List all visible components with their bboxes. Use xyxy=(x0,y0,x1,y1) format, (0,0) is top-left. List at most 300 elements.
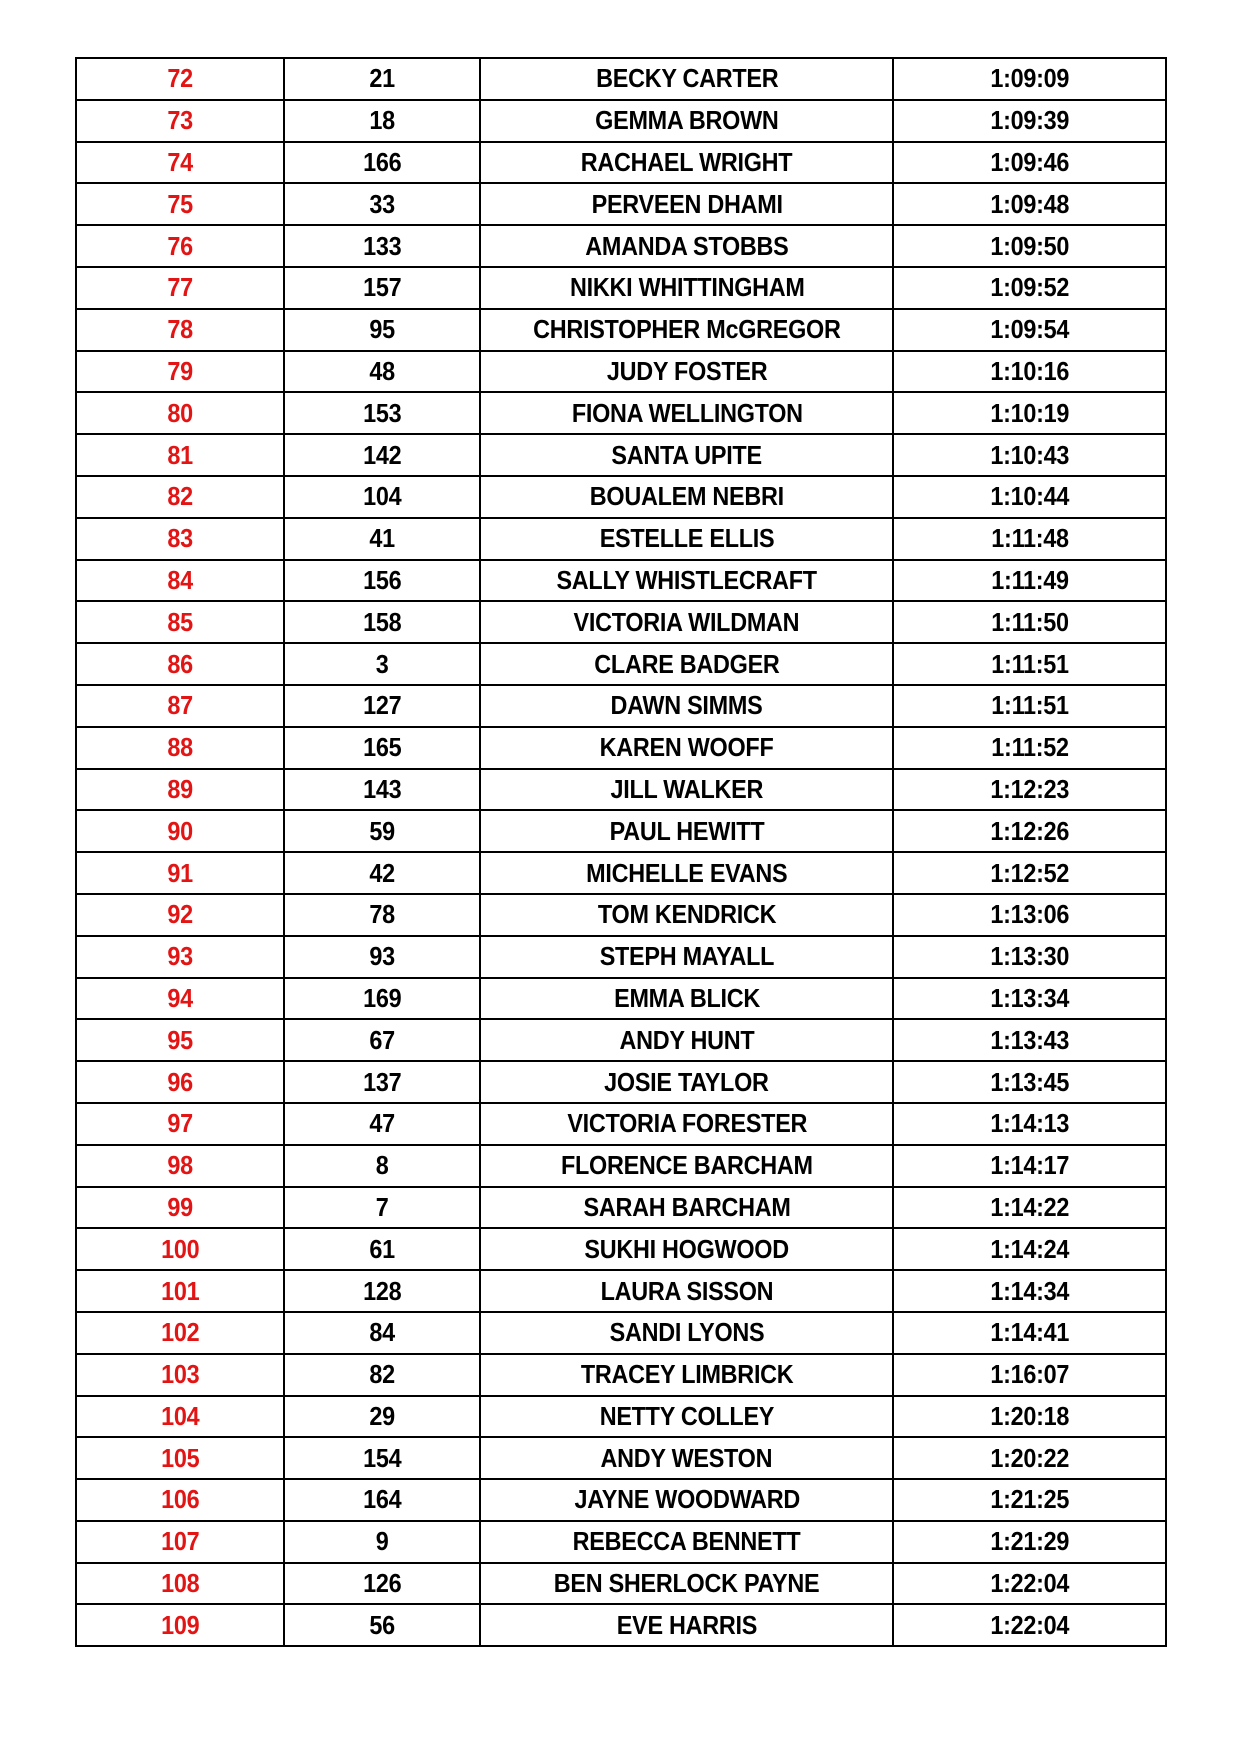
finish-time-value: 1:14:22 xyxy=(990,1191,1070,1222)
runner-name-cell xyxy=(480,727,893,769)
position-value: 89 xyxy=(167,773,193,804)
finish-time-cell xyxy=(893,1270,1166,1312)
runner-name-cell xyxy=(480,560,893,602)
position-cell xyxy=(76,1521,284,1563)
bib-number-cell xyxy=(284,142,481,184)
finish-time-value: 1:11:52 xyxy=(990,732,1069,763)
table-row xyxy=(76,1270,1166,1312)
position-value: 84 xyxy=(167,564,193,595)
table-row xyxy=(76,1437,1166,1479)
runner-name-cell xyxy=(480,1437,893,1479)
bib-number-cell xyxy=(284,978,481,1020)
runner-name-cell xyxy=(480,810,893,852)
bib-number-value: 59 xyxy=(369,815,395,846)
finish-time-value: 1:09:46 xyxy=(990,146,1070,177)
runner-name-value: PAUL HEWITT xyxy=(609,815,765,846)
table-row xyxy=(76,476,1166,518)
bib-number-cell xyxy=(284,518,481,560)
finish-time-cell xyxy=(893,894,1166,936)
table-row xyxy=(76,1103,1166,1145)
finish-time-cell xyxy=(893,1019,1166,1061)
finish-time-value: 1:14:41 xyxy=(990,1317,1070,1348)
runner-name-cell xyxy=(480,852,893,894)
runner-name-cell xyxy=(480,1019,893,1061)
position-value: 98 xyxy=(167,1150,193,1181)
bib-number-cell xyxy=(284,434,481,476)
position-value: 77 xyxy=(167,272,193,303)
runner-name-value: LAURA SISSON xyxy=(600,1275,774,1306)
bib-number-value: 18 xyxy=(369,105,395,136)
bib-number-value: 48 xyxy=(369,355,395,386)
bib-number-cell xyxy=(284,392,481,434)
runner-name-cell xyxy=(480,351,893,393)
runner-name-value: NETTY COLLEY xyxy=(599,1400,775,1431)
position-cell xyxy=(76,1228,284,1270)
position-cell xyxy=(76,392,284,434)
position-cell xyxy=(76,518,284,560)
finish-time-value: 1:11:50 xyxy=(990,606,1069,637)
finish-time-value: 1:13:06 xyxy=(990,899,1070,930)
finish-time-value: 1:11:51 xyxy=(990,690,1069,721)
position-cell xyxy=(76,810,284,852)
finish-time-value: 1:13:34 xyxy=(990,982,1070,1013)
table-row xyxy=(76,392,1166,434)
finish-time-value: 1:11:48 xyxy=(990,523,1069,554)
table-row xyxy=(76,852,1166,894)
finish-time-cell xyxy=(893,476,1166,518)
position-value: 108 xyxy=(160,1568,199,1599)
runner-name-value: JILL WALKER xyxy=(610,773,764,804)
runner-name-value: CHRISTOPHER McGREGOR xyxy=(533,314,841,345)
runner-name-value: EVE HARRIS xyxy=(616,1609,758,1640)
bib-number-value: 157 xyxy=(362,272,402,303)
finish-time-cell xyxy=(893,810,1166,852)
bib-number-value: 126 xyxy=(362,1568,402,1599)
position-cell xyxy=(76,434,284,476)
position-value: 85 xyxy=(167,606,193,637)
finish-time-cell xyxy=(893,936,1166,978)
finish-time-cell xyxy=(893,1479,1166,1521)
runner-name-cell xyxy=(480,434,893,476)
position-value: 78 xyxy=(167,314,193,345)
position-value: 74 xyxy=(167,146,193,177)
finish-time-cell xyxy=(893,1145,1166,1187)
runner-name-cell xyxy=(480,936,893,978)
finish-time-value: 1:10:16 xyxy=(990,355,1070,386)
finish-time-cell xyxy=(893,1521,1166,1563)
runner-name-value: SALLY WHISTLECRAFT xyxy=(556,564,818,595)
runner-name-cell xyxy=(480,1479,893,1521)
table-row xyxy=(76,351,1166,393)
bib-number-cell xyxy=(284,727,481,769)
table-row xyxy=(76,1354,1166,1396)
table-row xyxy=(76,1479,1166,1521)
position-value: 103 xyxy=(160,1359,199,1390)
runner-name-value: JOSIE TAYLOR xyxy=(604,1066,770,1097)
bib-number-value: 142 xyxy=(362,439,402,470)
finish-time-cell xyxy=(893,601,1166,643)
position-cell xyxy=(76,1061,284,1103)
table-row xyxy=(76,1145,1166,1187)
runner-name-value: VICTORIA WILDMAN xyxy=(573,606,800,637)
finish-time-value: 1:09:48 xyxy=(990,188,1070,219)
finish-time-value: 1:10:19 xyxy=(990,397,1070,428)
finish-time-cell xyxy=(893,1061,1166,1103)
runner-name-value: JUDY FOSTER xyxy=(606,355,768,386)
table-row xyxy=(76,936,1166,978)
finish-time-cell xyxy=(893,560,1166,602)
runner-name-value: JAYNE WOODWARD xyxy=(574,1484,800,1515)
table-row xyxy=(76,142,1166,184)
bib-number-cell xyxy=(284,1604,481,1646)
table-row xyxy=(76,1187,1166,1229)
bib-number-cell xyxy=(284,58,481,100)
table-row xyxy=(76,727,1166,769)
runner-name-cell xyxy=(480,183,893,225)
bib-number-cell xyxy=(284,1061,481,1103)
runner-name-value: EMMA BLICK xyxy=(613,982,760,1013)
bib-number-value: 169 xyxy=(362,982,402,1013)
table-row xyxy=(76,100,1166,142)
runner-name-value: RACHAEL WRIGHT xyxy=(581,146,793,177)
finish-time-value: 1:11:51 xyxy=(990,648,1069,679)
bib-number-cell xyxy=(284,183,481,225)
runner-name-value: MICHELLE EVANS xyxy=(586,857,788,888)
bib-number-value: 8 xyxy=(375,1150,389,1181)
runner-name-cell xyxy=(480,1354,893,1396)
position-cell xyxy=(76,1145,284,1187)
runner-name-cell xyxy=(480,225,893,267)
runner-name-value: FLORENCE BARCHAM xyxy=(560,1150,813,1181)
runner-name-cell xyxy=(480,518,893,560)
table-row xyxy=(76,225,1166,267)
table-row xyxy=(76,560,1166,602)
runner-name-cell xyxy=(480,1396,893,1438)
bib-number-cell xyxy=(284,1437,481,1479)
position-value: 80 xyxy=(167,397,193,428)
table-row xyxy=(76,1312,1166,1354)
position-cell xyxy=(76,1312,284,1354)
position-value: 99 xyxy=(167,1191,193,1222)
finish-time-value: 1:13:30 xyxy=(990,941,1070,972)
finish-time-value: 1:14:13 xyxy=(990,1108,1070,1139)
finish-time-cell xyxy=(893,1103,1166,1145)
finish-time-value: 1:11:49 xyxy=(990,564,1069,595)
runner-name-cell xyxy=(480,643,893,685)
finish-time-value: 1:21:25 xyxy=(990,1484,1070,1515)
finish-time-value: 1:13:43 xyxy=(990,1024,1070,1055)
position-cell xyxy=(76,560,284,602)
runner-name-cell xyxy=(480,476,893,518)
position-value: 90 xyxy=(167,815,193,846)
runner-name-cell xyxy=(480,58,893,100)
runner-name-cell xyxy=(480,1563,893,1605)
bib-number-cell xyxy=(284,852,481,894)
table-row xyxy=(76,58,1166,100)
bib-number-value: 153 xyxy=(362,397,402,428)
bib-number-value: 104 xyxy=(362,481,402,512)
finish-time-cell xyxy=(893,1437,1166,1479)
bib-number-value: 156 xyxy=(362,564,402,595)
position-value: 83 xyxy=(167,523,193,554)
finish-time-cell xyxy=(893,434,1166,476)
position-cell xyxy=(76,1563,284,1605)
runner-name-value: VICTORIA FORESTER xyxy=(566,1108,807,1139)
position-value: 101 xyxy=(160,1275,199,1306)
finish-time-cell xyxy=(893,685,1166,727)
runner-name-value: SARAH BARCHAM xyxy=(583,1191,791,1222)
finish-time-value: 1:22:04 xyxy=(990,1568,1070,1599)
table-row xyxy=(76,601,1166,643)
bib-number-value: 41 xyxy=(369,523,395,554)
position-value: 76 xyxy=(167,230,193,261)
table-row xyxy=(76,769,1166,811)
runner-name-value: SANDI LYONS xyxy=(609,1317,765,1348)
bib-number-value: 128 xyxy=(362,1275,402,1306)
position-value: 96 xyxy=(167,1066,193,1097)
bib-number-value: 165 xyxy=(362,732,402,763)
table-row xyxy=(76,518,1166,560)
position-cell xyxy=(76,601,284,643)
finish-time-cell xyxy=(893,1187,1166,1229)
bib-number-cell xyxy=(284,769,481,811)
position-cell xyxy=(76,727,284,769)
bib-number-value: 143 xyxy=(362,773,402,804)
bib-number-cell xyxy=(284,1312,481,1354)
finish-time-cell xyxy=(893,1354,1166,1396)
finish-time-cell xyxy=(893,1563,1166,1605)
table-row xyxy=(76,685,1166,727)
finish-time-value: 1:13:45 xyxy=(990,1066,1070,1097)
table-row xyxy=(76,1396,1166,1438)
runner-name-value: REBECCA BENNETT xyxy=(572,1526,801,1557)
finish-time-cell xyxy=(893,1396,1166,1438)
position-value: 109 xyxy=(160,1609,199,1640)
position-cell xyxy=(76,1604,284,1646)
position-value: 75 xyxy=(167,188,193,219)
runner-name-cell xyxy=(480,309,893,351)
finish-time-cell xyxy=(893,852,1166,894)
position-cell xyxy=(76,476,284,518)
table-row xyxy=(76,1604,1166,1646)
finish-time-value: 1:14:24 xyxy=(990,1233,1070,1264)
bib-number-value: 78 xyxy=(369,899,395,930)
bib-number-cell xyxy=(284,1019,481,1061)
bib-number-cell xyxy=(284,351,481,393)
table-row xyxy=(76,894,1166,936)
bib-number-cell xyxy=(284,225,481,267)
finish-time-cell xyxy=(893,225,1166,267)
position-value: 81 xyxy=(167,439,193,470)
finish-time-value: 1:12:26 xyxy=(990,815,1070,846)
position-cell xyxy=(76,267,284,309)
finish-time-value: 1:14:17 xyxy=(990,1150,1070,1181)
finish-time-cell xyxy=(893,100,1166,142)
position-cell xyxy=(76,1103,284,1145)
finish-time-value: 1:22:04 xyxy=(990,1609,1070,1640)
position-cell xyxy=(76,183,284,225)
runner-name-value: FIONA WELLINGTON xyxy=(571,397,803,428)
bib-number-value: 166 xyxy=(362,146,402,177)
runner-name-value: CLARE BADGER xyxy=(594,648,780,679)
runner-name-cell xyxy=(480,601,893,643)
bib-number-cell xyxy=(284,560,481,602)
position-value: 102 xyxy=(160,1317,199,1348)
runner-name-value: SANTA UPITE xyxy=(611,439,763,470)
bib-number-value: 137 xyxy=(362,1066,402,1097)
bib-number-cell xyxy=(284,1354,481,1396)
bib-number-cell xyxy=(284,1145,481,1187)
table-row xyxy=(76,309,1166,351)
position-cell xyxy=(76,1270,284,1312)
finish-time-value: 1:16:07 xyxy=(990,1359,1070,1390)
finish-time-value: 1:14:34 xyxy=(990,1275,1070,1306)
runner-name-cell xyxy=(480,142,893,184)
finish-time-cell xyxy=(893,978,1166,1020)
finish-time-cell xyxy=(893,643,1166,685)
runner-name-cell xyxy=(480,1521,893,1563)
bib-number-value: 9 xyxy=(375,1526,389,1557)
position-value: 79 xyxy=(167,355,193,386)
position-cell xyxy=(76,309,284,351)
bib-number-value: 164 xyxy=(362,1484,402,1515)
position-cell xyxy=(76,936,284,978)
runner-name-cell xyxy=(480,685,893,727)
position-value: 73 xyxy=(167,105,193,136)
finish-time-cell xyxy=(893,267,1166,309)
table-row xyxy=(76,1521,1166,1563)
runner-name-value: KAREN WOOFF xyxy=(599,732,774,763)
finish-time-value: 1:12:52 xyxy=(990,857,1070,888)
bib-number-value: 56 xyxy=(369,1609,395,1640)
bib-number-cell xyxy=(284,267,481,309)
bib-number-value: 93 xyxy=(369,941,395,972)
bib-number-cell xyxy=(284,810,481,852)
position-value: 94 xyxy=(167,982,193,1013)
runner-name-cell xyxy=(480,392,893,434)
finish-time-cell xyxy=(893,727,1166,769)
position-value: 72 xyxy=(167,63,193,94)
runner-name-cell xyxy=(480,100,893,142)
position-value: 100 xyxy=(160,1233,199,1264)
bib-number-cell xyxy=(284,1187,481,1229)
finish-time-value: 1:09:39 xyxy=(990,105,1070,136)
runner-name-value: PERVEEN DHAMI xyxy=(591,188,783,219)
table-row xyxy=(76,1563,1166,1605)
bib-number-cell xyxy=(284,1479,481,1521)
bib-number-cell xyxy=(284,476,481,518)
position-value: 92 xyxy=(167,899,193,930)
table-row xyxy=(76,1019,1166,1061)
runner-name-cell xyxy=(480,1187,893,1229)
table-row xyxy=(76,978,1166,1020)
position-value: 93 xyxy=(167,941,193,972)
finish-time-value: 1:09:52 xyxy=(990,272,1070,303)
runner-name-value: ANDY WESTON xyxy=(601,1442,773,1473)
position-cell xyxy=(76,1437,284,1479)
runner-name-value: BECKY CARTER xyxy=(595,63,778,94)
runner-name-cell xyxy=(480,1228,893,1270)
finish-time-cell xyxy=(893,351,1166,393)
finish-time-value: 1:20:18 xyxy=(990,1400,1070,1431)
runner-name-cell xyxy=(480,1061,893,1103)
finish-time-cell xyxy=(893,518,1166,560)
position-value: 97 xyxy=(167,1108,193,1139)
finish-time-cell xyxy=(893,1604,1166,1646)
finish-time-cell xyxy=(893,309,1166,351)
bib-number-value: 82 xyxy=(369,1359,395,1390)
bib-number-cell xyxy=(284,643,481,685)
position-cell xyxy=(76,1354,284,1396)
table-row xyxy=(76,267,1166,309)
runner-name-cell xyxy=(480,1103,893,1145)
finish-time-value: 1:20:22 xyxy=(990,1442,1070,1473)
race-results-table xyxy=(75,57,1167,1647)
position-value: 107 xyxy=(160,1526,199,1557)
runner-name-cell xyxy=(480,1270,893,1312)
runner-name-value: ANDY HUNT xyxy=(619,1024,755,1055)
position-value: 106 xyxy=(160,1484,199,1515)
finish-time-cell xyxy=(893,1312,1166,1354)
runner-name-value: GEMMA BROWN xyxy=(595,105,779,136)
position-value: 86 xyxy=(167,648,193,679)
finish-time-cell xyxy=(893,769,1166,811)
position-cell xyxy=(76,1396,284,1438)
bib-number-value: 158 xyxy=(362,606,402,637)
finish-time-value: 1:09:54 xyxy=(990,314,1070,345)
finish-time-cell xyxy=(893,392,1166,434)
finish-time-cell xyxy=(893,1228,1166,1270)
bib-number-cell xyxy=(284,1270,481,1312)
position-cell xyxy=(76,978,284,1020)
runner-name-cell xyxy=(480,1312,893,1354)
bib-number-value: 42 xyxy=(369,857,395,888)
bib-number-cell xyxy=(284,1521,481,1563)
runner-name-cell xyxy=(480,894,893,936)
bib-number-value: 84 xyxy=(369,1317,395,1348)
position-value: 104 xyxy=(160,1400,199,1431)
bib-number-value: 3 xyxy=(375,648,389,679)
finish-time-value: 1:12:23 xyxy=(990,773,1070,804)
bib-number-cell xyxy=(284,1563,481,1605)
bib-number-value: 7 xyxy=(375,1191,389,1222)
position-cell xyxy=(76,225,284,267)
bib-number-cell xyxy=(284,601,481,643)
runner-name-value: AMANDA STOBBS xyxy=(585,230,789,261)
runner-name-value: TRACEY LIMBRICK xyxy=(580,1359,794,1390)
position-cell xyxy=(76,685,284,727)
bib-number-cell xyxy=(284,100,481,142)
runner-name-cell xyxy=(480,978,893,1020)
bib-number-value: 47 xyxy=(369,1108,395,1139)
runner-name-value: DAWN SIMMS xyxy=(610,690,763,721)
bib-number-value: 29 xyxy=(369,1400,395,1431)
runner-name-cell xyxy=(480,267,893,309)
table-row xyxy=(76,434,1166,476)
bib-number-value: 154 xyxy=(362,1442,402,1473)
position-cell xyxy=(76,769,284,811)
finish-time-value: 1:10:44 xyxy=(990,481,1070,512)
runner-name-value: TOM KENDRICK xyxy=(597,899,777,930)
finish-time-value: 1:09:50 xyxy=(990,230,1070,261)
bib-number-value: 95 xyxy=(369,314,395,345)
position-cell xyxy=(76,58,284,100)
bib-number-cell xyxy=(284,1396,481,1438)
runner-name-value: BEN SHERLOCK PAYNE xyxy=(554,1568,820,1599)
position-value: 105 xyxy=(160,1442,199,1473)
table-row xyxy=(76,183,1166,225)
runner-name-value: SUKHI HOGWOOD xyxy=(584,1233,790,1264)
